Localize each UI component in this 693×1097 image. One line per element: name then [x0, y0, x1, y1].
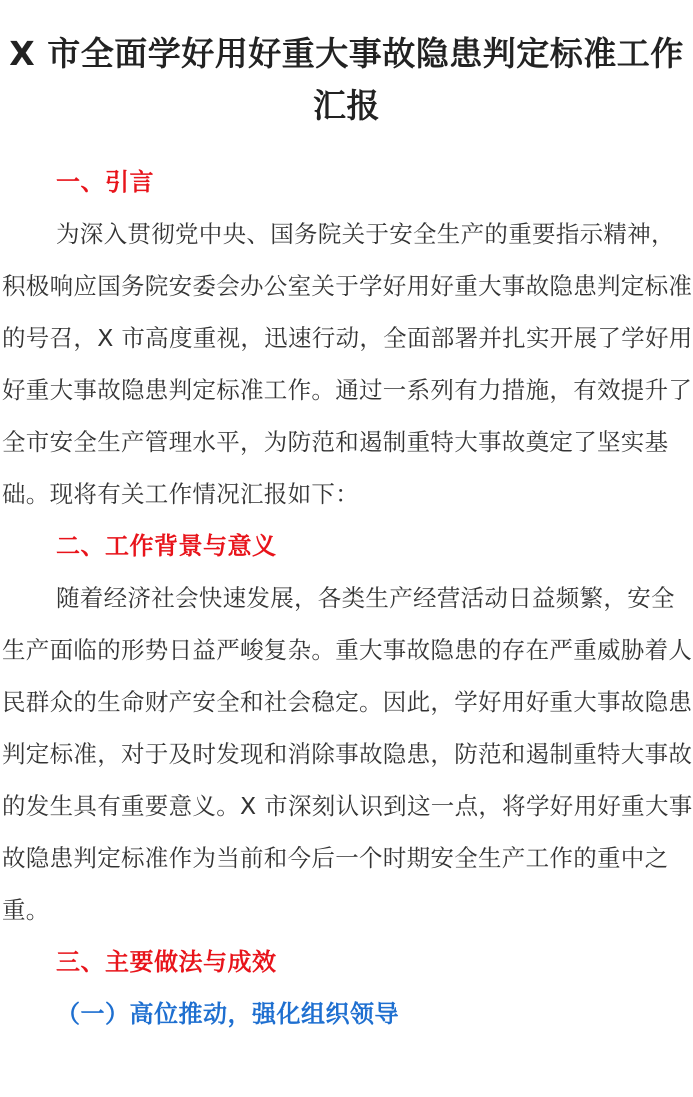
document-title: [0, 28, 693, 132]
introduction-paragraph: 为深入贯彻党中央、国务院关于安全生产的重要指示精神，积极响应国务院安委会办公室关于学好用好重大事故隐患判定标准的号召，X 市高度重视，迅速行动，全面部署并扎实开展了学好用好重大事故隐患判定标准工作。通过一系列有力措施，有效提升了全市安全生产管理水平，为防范和遏制重特大事故奠定了坚实基础。现将有关工作情况汇报如下：: [2, 220, 693, 508]
subsection-heading-leadership: （一）高位推动，强化组织领导: [56, 1000, 399, 1028]
section-heading-introduction: 一、引言: [56, 168, 154, 196]
section-heading-background: 二、工作背景与意义: [56, 532, 277, 560]
title-prefix: X: [9, 34, 36, 73]
section-heading-practices: 三、主要做法与成效: [56, 948, 277, 976]
background-paragraph: 随着经济社会快速发展，各类生产经营活动日益频繁，安全生产面临的形势日益严峻复杂。重大事故隐患的存在严重威胁着人民群众的生命财产安全和社会稳定。因此，学好用好重大事故隐患判定标准，对于及时发现和消除事故隐患，防范和遏制重特大事故的发生具有重要意义。X 市深刻认识到这一点，将学好用好重大事故隐患判定标准作为当前和今后一个时期安全生产工作的重中之重。: [2, 584, 693, 924]
title-rest: 市全面学好用好重大事故隐患判定标准工作汇报: [35, 34, 684, 125]
